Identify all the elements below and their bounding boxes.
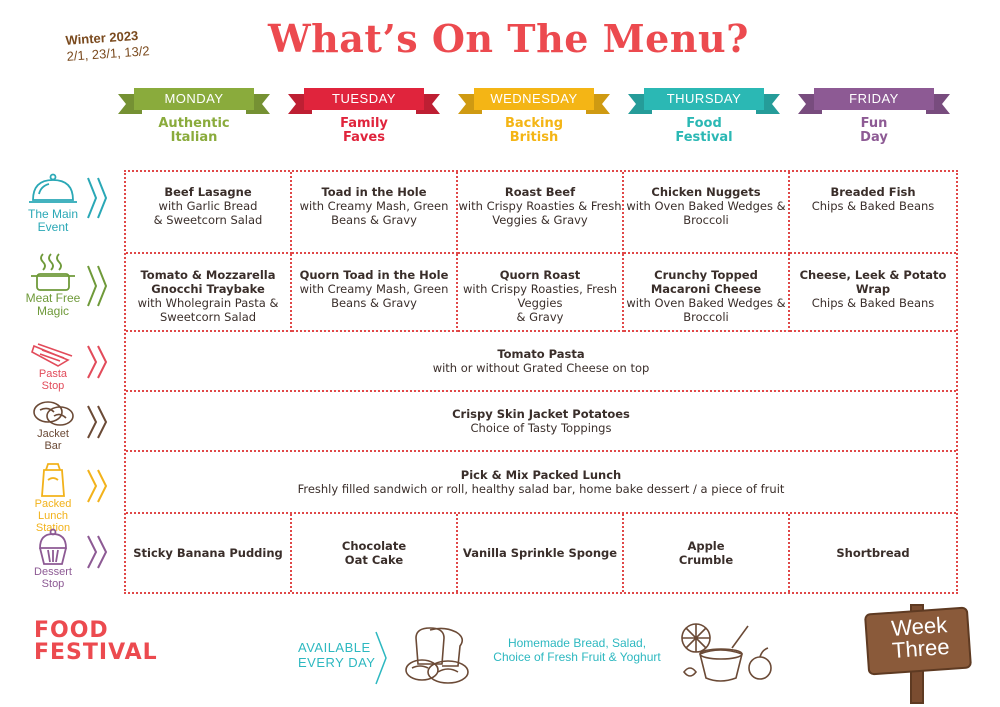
packed-dish: Pick & Mix Packed Lunch — [460, 468, 622, 482]
station-label-line2: Lunch — [38, 510, 68, 522]
week-label — [873, 613, 968, 663]
page-title: What’s On The Menu? — [268, 16, 749, 61]
available-line1: AVAILABLE — [298, 640, 371, 655]
season-dates: 2/1, 23/1, 13/2 — [66, 43, 151, 64]
homemade-line2: Choice of Fresh Fruit & Yoghurt — [493, 650, 661, 664]
pasta-row — [126, 332, 956, 392]
station-dessert — [18, 528, 88, 590]
dish-name-line2: Macaroni Cheese — [650, 282, 762, 296]
main-event-cell — [292, 172, 458, 254]
station-label-line1: The Main — [27, 207, 79, 221]
dish-name: Chicken Nuggets — [651, 185, 761, 199]
week-line2: Three — [891, 634, 951, 663]
dessert-cell — [458, 514, 624, 592]
dish-desc-line1: with Creamy Mash, Green — [299, 282, 449, 296]
station-label-line3: Station — [35, 522, 71, 534]
food-festival-line2: FESTIVAL — [34, 640, 158, 665]
week-line1: Week — [890, 612, 948, 641]
dessert-line1: Apple — [687, 539, 725, 553]
station-label-line1: Pasta — [38, 368, 68, 380]
day-ribbon — [288, 88, 440, 114]
meat-free-cell — [790, 254, 956, 332]
meat-free-cell — [624, 254, 790, 332]
dish-desc-line2: & Sweetcorn Salad — [153, 213, 263, 227]
dessert-line1: Shortbread — [836, 546, 910, 560]
day-theme-line2: Faves — [343, 130, 385, 145]
station-label-line2: Magic — [36, 304, 69, 318]
jacket-desc: Choice of Tasty Toppings — [470, 421, 612, 435]
station-label-line2: Bar — [44, 440, 62, 452]
dish-name: Roast Beef — [504, 185, 576, 199]
chevron-right-icon — [374, 630, 388, 686]
day-name: WEDNESDAY — [474, 88, 594, 110]
day-theme-line1: Family — [340, 116, 388, 131]
chevron-right-icon — [86, 468, 112, 504]
available-line2: EVERY DAY — [298, 655, 376, 670]
pasta-dish: Tomato Pasta — [497, 347, 585, 361]
station-the-main — [18, 172, 88, 234]
dish-desc-line1: with Crispy Roasties & Fresh — [458, 199, 622, 213]
day-theme — [628, 117, 780, 145]
dessert-cell — [292, 514, 458, 592]
dish-desc-line2: Beans & Gravy — [331, 296, 417, 310]
homemade-line1: Homemade Bread, Salad, — [507, 636, 647, 650]
station-label — [18, 428, 88, 452]
day-name: THURSDAY — [644, 88, 764, 110]
day-theme-line1: Authentic — [158, 116, 230, 131]
station-jacket — [18, 398, 88, 452]
chevron-right-icon — [86, 264, 112, 308]
station-label — [18, 566, 88, 590]
day-theme — [118, 117, 270, 145]
dish-desc-line1: with Garlic Bread — [158, 199, 258, 213]
day-header-tuesday — [288, 88, 440, 148]
meat-free-cell — [292, 254, 458, 332]
dish-desc-line1: Chips & Baked Beans — [811, 199, 935, 213]
food-festival-line1: FOOD — [34, 618, 109, 643]
chevron-right-icon — [86, 176, 112, 220]
day-theme-line1: Food — [686, 116, 722, 131]
day-theme — [458, 117, 610, 145]
season-title: Winter 2023 — [64, 27, 139, 48]
day-theme — [288, 117, 440, 145]
day-ribbon — [458, 88, 610, 114]
cloche-icon — [25, 172, 81, 208]
cupcake-icon — [28, 528, 78, 566]
chevron-right-icon — [86, 534, 112, 570]
dish-name: Beef Lasagne — [164, 185, 252, 199]
dish-desc-line1: Chips & Baked Beans — [811, 296, 935, 310]
main-event-cell — [790, 172, 956, 254]
menu-grid — [124, 170, 958, 594]
cooking-pot-icon — [25, 252, 81, 292]
station-label-line2: Event — [37, 220, 69, 234]
dish-name: Breaded Fish — [830, 185, 916, 199]
dish-desc-line3: & Gravy — [516, 310, 564, 324]
food-festival-logo — [34, 620, 158, 664]
dish-name: Quorn Toad in the Hole — [299, 268, 449, 282]
packed-desc: Freshly filled sandwich or roll, healthy salad bar, home bake dessert / a piece of fruit — [297, 482, 785, 496]
station-label-line1: Meat Free — [25, 291, 81, 305]
dessert-line1: Sticky Banana Pudding — [133, 546, 283, 560]
dish-desc-line2: Broccoli — [683, 310, 729, 324]
dish-desc-line2: Broccoli — [683, 213, 729, 227]
dish-desc-line1: with Crispy Roasties, Fresh — [463, 282, 617, 296]
chevron-right-icon — [86, 344, 112, 380]
dish-name: Quorn Roast — [499, 268, 581, 282]
day-theme-line2: Italian — [170, 130, 218, 145]
dish-name: Crunchy Topped — [654, 268, 758, 282]
meat-free-cell — [458, 254, 624, 332]
dessert-line2: Crumble — [678, 553, 734, 567]
station-label-line2: Stop — [41, 578, 65, 590]
jacket-row — [126, 392, 956, 452]
dish-desc-line1: with Creamy Mash, Green — [299, 199, 449, 213]
day-ribbon — [628, 88, 780, 114]
season-label — [65, 27, 150, 65]
main-event-cell — [624, 172, 790, 254]
dish-desc-line2: Sweetcorn Salad — [159, 310, 257, 324]
day-theme — [798, 117, 950, 145]
day-header-wednesday — [458, 88, 610, 148]
main-event-cell — [126, 172, 292, 254]
station-pasta — [18, 338, 88, 392]
station-label-line1: Dessert — [34, 566, 72, 578]
dessert-cell — [624, 514, 790, 592]
available-every-day — [298, 640, 375, 670]
day-theme-line1: Fun — [860, 116, 888, 131]
station-label-line1: Packed — [34, 498, 72, 510]
chevron-right-icon — [86, 404, 112, 440]
dish-desc-line2: Veggies — [517, 296, 563, 310]
potato-icon — [28, 398, 78, 428]
day-name: FRIDAY — [814, 88, 934, 110]
dessert-line1: Chocolate — [341, 539, 407, 553]
week-sign — [866, 604, 970, 704]
dish-desc-line1: with Oven Baked Wedges & — [626, 199, 786, 213]
dish-name-line2: Gnocchi Traybake — [151, 282, 265, 296]
dish-name: Tomato & Mozzarella — [140, 268, 276, 282]
dish-name: Cheese, Leek & Potato Wrap — [799, 268, 947, 296]
day-theme-line2: British — [509, 130, 559, 145]
homemade-note — [472, 636, 682, 664]
dish-name: Toad in the Hole — [321, 185, 427, 199]
day-name: TUESDAY — [304, 88, 424, 110]
day-name: MONDAY — [134, 88, 254, 110]
packed-lunch-row — [126, 452, 956, 514]
dish-desc-line1: with Wholegrain Pasta & — [137, 296, 279, 310]
bread-icon — [400, 624, 476, 686]
dessert-line2: Oat Cake — [344, 553, 404, 567]
dish-desc-line2: Veggies & Gravy — [492, 213, 588, 227]
pasta-desc: with or without Grated Cheese on top — [432, 361, 650, 375]
fruit-yoghurt-icon — [676, 618, 776, 688]
station-label — [18, 292, 88, 318]
dish-desc-line2: Beans & Gravy — [331, 213, 417, 227]
dessert-cell — [126, 514, 292, 592]
dessert-cell — [790, 514, 956, 592]
station-meat-free — [18, 252, 88, 318]
jacket-dish: Crispy Skin Jacket Potatoes — [452, 407, 630, 421]
station-label — [18, 368, 88, 392]
dish-desc-line1: with Oven Baked Wedges & — [626, 296, 786, 310]
day-header-friday — [798, 88, 950, 148]
day-theme-line2: Day — [860, 130, 888, 145]
meat-free-cell — [126, 254, 292, 332]
day-theme-line1: Backing — [504, 116, 564, 131]
station-label-line2: Stop — [41, 380, 65, 392]
pasta-icon — [28, 338, 78, 368]
day-ribbon — [118, 88, 270, 114]
lunch-bag-icon — [28, 460, 78, 498]
station-label — [18, 208, 88, 234]
station-label-line1: Jacket — [37, 428, 69, 440]
day-header-thursday — [628, 88, 780, 148]
day-ribbon — [798, 88, 950, 114]
day-header-monday — [118, 88, 270, 148]
main-event-cell — [458, 172, 624, 254]
station-packed — [18, 460, 88, 534]
dessert-line1: Vanilla Sprinkle Sponge — [462, 546, 618, 560]
day-theme-line2: Festival — [675, 130, 733, 145]
